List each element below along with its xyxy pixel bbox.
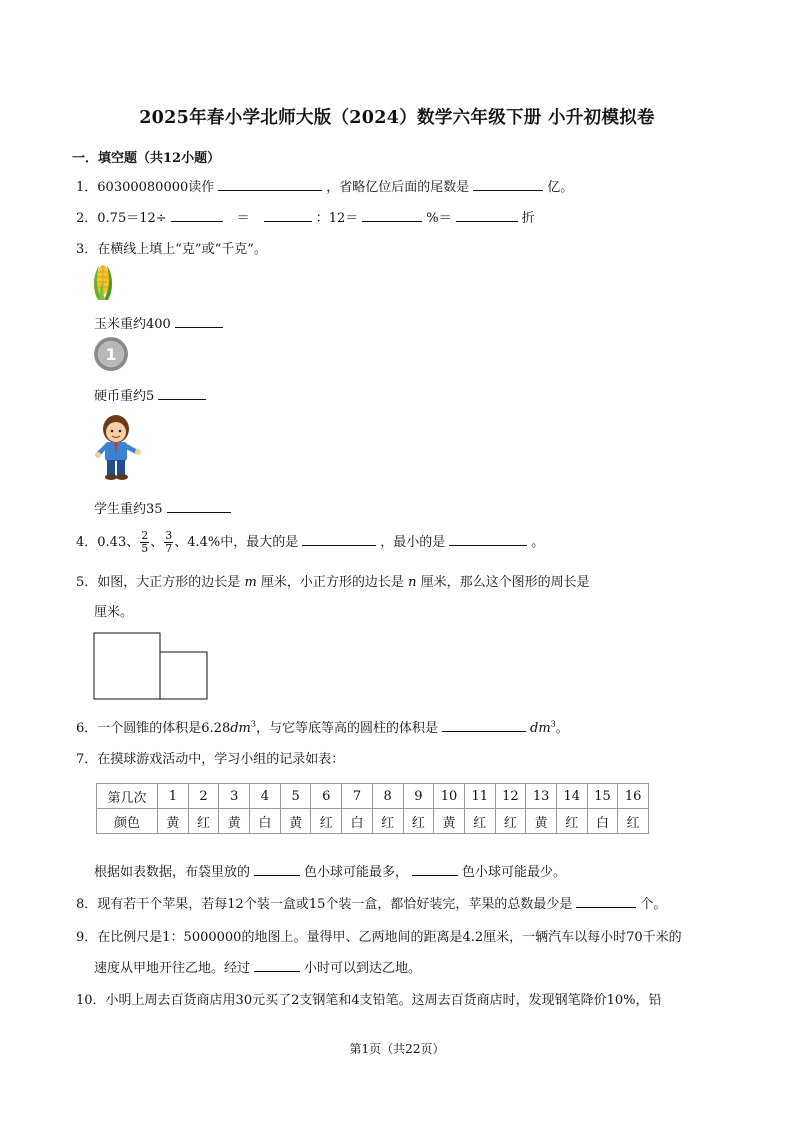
- answer-blank[interactable]: [254, 958, 300, 972]
- table-cell: 9: [403, 784, 434, 809]
- table-cell: 12: [495, 784, 526, 809]
- question-1: 1．60300080000读作 ，省略亿位后面的尾数是 亿。: [76, 176, 573, 195]
- question-4: 4．0.43、 $\frac{2}{5}$ 、 $\frac{3}{7}$ 、4.4%中，最大的是 ，最小的是 。: [76, 529, 545, 555]
- answer-blank[interactable]: [264, 208, 312, 222]
- question-2: 2．0.75＝12÷ ＝ ：12＝ %＝ 折: [76, 207, 535, 226]
- question-9: 9．在比例尺是1：5000000的地图上。量得甲、乙两地间的距离是4.2厘米，一辆汽车以每小时70千米的: [76, 930, 682, 945]
- answer-blank[interactable]: [302, 532, 376, 546]
- table-cell: 6: [311, 784, 342, 809]
- table-cell: 4: [250, 784, 281, 809]
- question-3: 3．在横线上填上“克”或“千克”。: [76, 242, 267, 257]
- answer-blank[interactable]: [412, 862, 458, 876]
- table-cell: 1: [158, 784, 189, 809]
- record-table: [96, 783, 649, 834]
- page-footer: 第1页（共22页）: [349, 1042, 445, 1056]
- table-cell: 8: [372, 784, 403, 809]
- question-5-cont: 厘米。: [94, 605, 134, 620]
- table-cell: 黄: [158, 809, 189, 834]
- squares-figure: [93, 632, 213, 706]
- table-cell: 14: [556, 784, 587, 809]
- table-cell: 红: [372, 809, 403, 834]
- table-cell: 黄: [526, 809, 557, 834]
- table-cell: 红: [464, 809, 495, 834]
- answer-blank[interactable]: [218, 177, 322, 191]
- question-6: 6．一个圆锥的体积是$6.28dm^3$，与它等底等高的圆柱的体积是 $dm^3$。: [76, 719, 569, 736]
- answer-blank[interactable]: [158, 386, 206, 400]
- table-row: [97, 809, 649, 834]
- answer-blank[interactable]: [473, 177, 543, 191]
- section-heading: 一．填空题（共12小题）: [72, 151, 221, 166]
- table-cell: 7: [342, 784, 373, 809]
- table-cell: 16: [618, 784, 649, 809]
- student-weight: 学生重约35: [94, 498, 235, 517]
- table-cell: 黄: [219, 809, 250, 834]
- table-cell: 白: [587, 809, 618, 834]
- table-cell: 红: [188, 809, 219, 834]
- corn-image: [90, 260, 116, 306]
- table-cell: 5: [280, 784, 311, 809]
- table-cell: 白: [342, 809, 373, 834]
- coin-weight: 硬币重约5: [94, 385, 210, 404]
- table-cell: 3: [219, 784, 250, 809]
- answer-blank[interactable]: [456, 208, 518, 222]
- coin-image: [93, 336, 129, 376]
- table-cell: 红: [311, 809, 342, 834]
- table-cell: 黄: [434, 809, 465, 834]
- answer-blank[interactable]: [254, 862, 300, 876]
- answer-blank[interactable]: [167, 499, 231, 513]
- answer-blank[interactable]: [442, 718, 526, 732]
- table-header: 颜色: [97, 809, 158, 834]
- answer-blank[interactable]: [449, 532, 527, 546]
- question-5: 5．如图，大正方形的边长是 m 厘米，小正方形的边长是 n 厘米，那么这个图形的周长是: [76, 575, 590, 590]
- answer-blank[interactable]: [175, 314, 223, 328]
- page-title: 2025年春小学北师大版（2024）数学六年级下册 小升初模拟卷: [139, 108, 655, 128]
- question-8: 8．现有若干个苹果，若每12个装一盒或15个装一盒，都恰好装完，苹果的总数最少是 个。: [76, 893, 666, 912]
- table-cell: 15: [587, 784, 618, 809]
- table-cell: 红: [556, 809, 587, 834]
- table-cell: 红: [403, 809, 434, 834]
- table-cell: 11: [464, 784, 495, 809]
- question-7-followup: 根据如表数据，布袋里放的 色小球可能最多， 色小球可能最少。: [94, 861, 566, 880]
- table-row: [97, 784, 649, 809]
- answer-blank[interactable]: [171, 208, 223, 222]
- table-header: 第几次: [97, 784, 158, 809]
- coin-label: 1: [105, 345, 117, 364]
- table-cell: 10: [434, 784, 465, 809]
- table-cell: 白: [250, 809, 281, 834]
- question-7: 7．在摸球游戏活动中，学习小组的记录如表：: [76, 752, 345, 767]
- question-10: 10．小明上周去百货商店用30元买了2支钢笔和4支铅笔。这周去百货商店时，发现钢笔降价10%，铅: [76, 993, 662, 1008]
- student-image: [92, 413, 144, 485]
- table-cell: 红: [618, 809, 649, 834]
- fraction-three-sevenths: $\frac{3}{7}$: [165, 529, 173, 555]
- corn-weight: 玉米重约400: [94, 313, 227, 332]
- table-cell: 13: [526, 784, 557, 809]
- answer-blank[interactable]: [362, 208, 422, 222]
- table-cell: 2: [188, 784, 219, 809]
- table-cell: 红: [495, 809, 526, 834]
- question-9-cont: 速度从甲地开往乙地。经过 小时可以到达乙地。: [94, 957, 421, 976]
- table-cell: 黄: [280, 809, 311, 834]
- answer-blank[interactable]: [576, 894, 636, 908]
- fraction-two-fifths: $\frac{2}{5}$: [141, 529, 149, 555]
